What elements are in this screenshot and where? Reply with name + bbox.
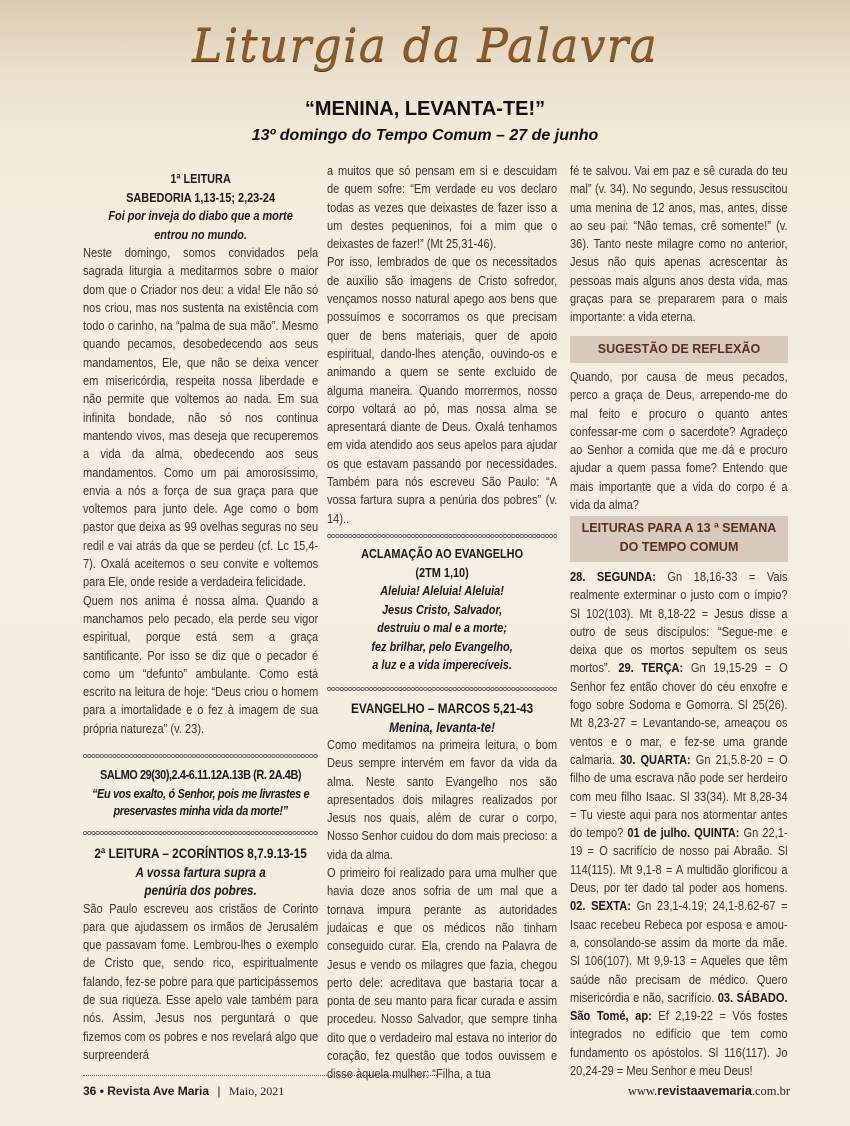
day-readings: Ef 2,19-22 = Vós fostes integrados no edifício que tem como fundamento os apóstolos. Sl 116(117). Jo 20,24-29 = Meu Senhor e meu Deus! bbox=[570, 1008, 788, 1079]
footer-bullet: • bbox=[96, 1084, 108, 1098]
day-label: 28. SEGUNDA: bbox=[570, 569, 656, 584]
day-label: 30. QUARTA: bbox=[619, 751, 691, 767]
reflection-text: Quando, por causa de meus pecados, perco a graça de Deus, arrependo-me do mal feito e procuro o quanto antes confessar-me com o sacerdote? Agradeço ao Senhor a comida que me dá e procuro ajudar a quem passa fome? Entendo que mais importante que a vida do corpo é a vida da alma? bbox=[570, 369, 788, 513]
psalm-ref: SALMO 29(30),2.4-6.11.12A.13B (R. 2A.4B) bbox=[100, 767, 302, 782]
week-heading-line: LEITURAS PARA A 13 ª SEMANA bbox=[581, 521, 777, 535]
second-reading-continued bbox=[327, 162, 557, 528]
masthead-title: Liturgia da Palavra bbox=[192, 18, 658, 72]
first-reading-ref: SABEDORIA 1,13-15; 2,23-24 bbox=[126, 189, 276, 205]
reflection-section bbox=[570, 368, 788, 514]
day-readings: Gn 21,5.8-20 = O filho de uma escrava não pode ser herdeiro com meu filho Isaac. Sl 33(34). Mt 8,28-34 = Tu vieste aqui para nos atormentar antes do tempo? bbox=[570, 751, 788, 841]
first-reading-title: Foi por inveja do diabo que a morte entrou no mundo. bbox=[108, 208, 293, 242]
paragraph: Quem nos anima é nossa alma. Quando a manchamos pelo pecado, ela perde seu vigor espiritual, porque está sem a graça santificante. Por isso se diz que o pecador é como um “defunto” ambulante. Como está escrito na leitura de hoje: “Deus criou o homem para a imortalidade e o fez à imagem de sua própria natureza” (v. 23). bbox=[83, 592, 319, 736]
first-reading-label: 1ª LEITURA bbox=[170, 171, 231, 186]
divider bbox=[83, 753, 318, 759]
acclamation-line: destruiu o mal e a morte; bbox=[377, 620, 508, 635]
gospel-ref: EVANGELHO – MARCOS 5,21-43 bbox=[351, 700, 534, 716]
week-readings-heading bbox=[570, 516, 788, 562]
acclamation-ref: (2TM 1,10) bbox=[415, 564, 469, 580]
second-reading-ref: 2ª LEITURA – 2CORÍNTIOS 8,7.9.13-15 bbox=[94, 845, 307, 861]
paragraph: Neste domingo, somos convidados pela sagrada liturgia a meditarmos sobre o maior dom que o Criador nos deu: a vida! Ele não só nos criou, mas nos sustenta na existência com todo o carinho, na “palma de sua mão”. Mesmo quando pecamos, desobedecendo aos seus mandamentos, Ele, que não se deixa vencer em misericórdia, respeita nossa liberdade e não permite que voltemos ao nada. Em sua infinita bondade, não só nos continua mantendo vivos, mas deseja que recuperemos a vida da alma, obedecendo aos seus mandamentos. Como um pai amorosíssimo, envia a nós a força de sua graça para que voltemos para junto dele. Age como o bom pastor que deixa as 99 ovelhas seguras no seu redil e vai atrás da que se perdeu (cf. Lc 15,4-7). Oxalá aceitemos o seu convite e voltemos para Ele, onde reside a verdadeira felicidade. bbox=[83, 245, 319, 590]
page-headline: “MENINA, LEVANTA-TE!” bbox=[304, 98, 546, 120]
acclamation-title: ACLAMAÇÃO AO EVANGELHO bbox=[361, 546, 524, 561]
day-label: 29. TERÇA: bbox=[618, 660, 684, 676]
first-reading-section bbox=[83, 170, 318, 738]
footer-separator: | bbox=[217, 1084, 221, 1098]
url-brand: revistaavemaria bbox=[657, 1084, 752, 1098]
magazine-name: Revista Ave Maria bbox=[107, 1084, 210, 1098]
paragraph: São Paulo escreveu aos cristãos de Corinto para que ajudassem os irmãos de Jerusalém que passavam fome. Lembrou-lhes o exemplo de Cristo que, sendo rico, espiritualmente falando, fez-se pobre para que participássemos de sua riqueza. Esse apelo vale também para nós. Assim, Jesus nos perguntará o que fizemos com os pobres e nos revelará algo que surpreenderá bbox=[83, 900, 319, 1062]
divider bbox=[83, 830, 318, 836]
divider bbox=[327, 533, 557, 539]
paragraph: a muitos que só pensam em si e descuidam de quem sofre: “Em verdade eu vos declaro todas as vezes que deixastes de fazer isso a um destes pequeninos, foi a mim que o deixastes de fazer!” (Mt 25,31-46). bbox=[327, 163, 558, 252]
gospel-body bbox=[327, 736, 557, 1084]
gospel-title: Menina, levanta-te! bbox=[389, 718, 496, 735]
first-reading-body bbox=[83, 244, 318, 738]
acclamation-line: Aleluia! Aleluia! Aleluia! bbox=[380, 583, 504, 598]
paragraph: fé te salvou. Vai em paz e sê curada do teu mal” (v. 34). No segundo, Jesus ressuscitou uma menina de 12 anos, mas, antes, disse ao seu pai: “Não temas, crê somente!” (v. 36). Tanto neste milagre como no anterior, Jesus não quis apenas acrescentar às pessoas mais alguns anos desta vida, mas graças para se prepararem para o mais importante: a vida eterna. bbox=[570, 163, 788, 325]
website-link[interactable] bbox=[628, 1084, 790, 1099]
paragraph: Como meditamos na primeira leitura, o bom Deus sempre intervém em favor da vida da alma. Neste santo Evangelho nos são apresentados dois milagres realizados por Jesus nos quais, além de curar o corpo, Nosso Senhor cuidou do dom mais precioso: a vida da alma. bbox=[327, 737, 558, 862]
acclamation-line: Jesus Cristo, Salvador, bbox=[381, 601, 503, 617]
week-heading-line: DO TEMPO COMUM bbox=[619, 540, 739, 554]
day-readings: Gn 22,1-19 = O sacrifício de nosso pai Abraão. Sl 114(115). Mt 9,1-8 = A multidão glorificou a Deus, por ter dado tal poder aos homens. bbox=[570, 825, 788, 896]
second-reading-body bbox=[83, 900, 318, 1065]
acclamation-line: a luz e a vida imperecíveis. bbox=[372, 657, 512, 672]
day-label: 01 de julho. QUINTA: bbox=[627, 825, 740, 841]
issue-date: Maio, 2021 bbox=[228, 1084, 285, 1098]
week-readings-section bbox=[570, 568, 788, 1080]
acclamation-section bbox=[327, 545, 557, 675]
footer-divider bbox=[83, 1075, 437, 1076]
gospel-continued bbox=[570, 162, 788, 327]
psalm-response: “Eu vos exalto, ó Senhor, pois me livrastes e preservastes minha vida da morte!” bbox=[91, 785, 310, 818]
paragraph: O primeiro foi realizado para uma mulher que havia doze anos sofria de um mal que a tornava impura perante as autoridades judaicas e que os médicos não tinham conseguido curar. Ela, crendo na Palavra de Jesus e vendo os milagres que fazia, chegou perto dele: acreditava que bastaria tocar a ponta de seu manto para ficar curada e assim procedeu. Nosso Salvador, que sempre tinha dito que o verdadeiro mal estava no interior do coração, fez questão que todos ouvissem e disse àquela mulher: “Filha, a tua bbox=[327, 865, 558, 1082]
divider bbox=[327, 686, 557, 692]
day-readings: Gn 18,16-33 = Vais realmente exterminar o justo com o ímpio? Sl 102(103). Mt 8,18-22 = Jesus disse a outro de seus discípulos: “Segue-me e deixa que os mortos sepultem os seus mortos”. bbox=[570, 569, 788, 676]
second-reading-section bbox=[83, 844, 318, 1064]
week-readings-text bbox=[570, 568, 788, 1080]
url-prefix: www. bbox=[627, 1084, 658, 1098]
gospel-section bbox=[327, 699, 557, 1084]
day-readings: Gn 19,15-29 = O Senhor fez então chover do céu enxofre e fogo sobre Sodoma e Gomorra. Sl 25(26). Mt 8,23-27 = Levantando-se, ameaçou os ventos e o mar, e fez-se uma grande calmaria. bbox=[570, 660, 788, 767]
reflection-heading: SUGESTÃO DE REFLEXÃO bbox=[570, 336, 788, 363]
day-readings: Gn 23,1-4.19; 24,1-8.62-67 = Isaac recebeu Rebeca por esposa e amou-a, consolando-se assim da morte da mãe. Sl 106(107). Mt 9,9-13 = Aqueles que têm saúde não precisam de médico. Quero misericórdia e não, sacrifício. bbox=[570, 898, 788, 1005]
url-suffix: .com.br bbox=[751, 1084, 790, 1098]
page-subheadline: 13º domingo do Tempo Comum – 27 de junho bbox=[251, 127, 599, 144]
psalm-section bbox=[83, 766, 318, 819]
second-reading-title: A vossa fartura supra a penúria dos pobres. bbox=[135, 863, 266, 898]
gospel-body-continued bbox=[570, 162, 788, 327]
day-label: 03. SÁBADO. São Tomé, ap: bbox=[570, 989, 788, 1024]
acclamation-line: fez brilhar, pelo Evangelho, bbox=[371, 638, 513, 654]
paragraph: Por isso, lembrados de que os necessitados de auxílio são imagens de Cristo sofredor, vençamos nosso natural apego aos bens que possuímos e socorramos os que precisam quer de bens materiais, quer de apoio espiritual, dando-lhes atenção, ouvindo-os e animando a quem se sente excluído de alguma maneira. Quando morrermos, nosso corpo voltará ao pó, mas nossa alma se apresentará diante de Deus. Oxalá tenhamos em vida atendido aos seus apelos para ajudar os que estavam passando por necessidades. Também para nós escreveu São Paulo: “A vossa fartura supra a penúria dos pobres” (v. 14).. bbox=[327, 254, 558, 526]
second-reading-body-continued bbox=[327, 162, 557, 528]
day-label: 02. SEXTA: bbox=[570, 898, 631, 914]
footer-left bbox=[83, 1084, 284, 1099]
page-number: 36 bbox=[83, 1084, 97, 1098]
